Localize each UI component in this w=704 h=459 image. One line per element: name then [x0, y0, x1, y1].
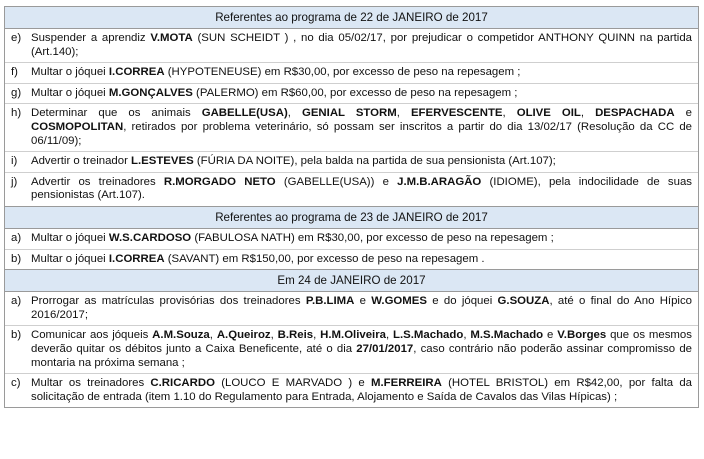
list-item: [5, 250, 698, 270]
item-text: [31, 32, 692, 59]
bold-name: V.MOTA: [150, 32, 193, 44]
section-items: [5, 29, 699, 207]
bold-name: W.S.CARDOSO: [108, 231, 192, 244]
rulings-table: [4, 6, 699, 408]
list-item: [5, 173, 698, 206]
text-segment: Prorrogar as matrículas provisórias dos treinadores: [31, 295, 306, 308]
bold-name: J.M.B.ARAGÃO: [397, 175, 482, 188]
text-segment: ,: [313, 329, 321, 342]
text-segment: ,: [287, 107, 302, 120]
section-title: Em 24 de JANEIRO de 2017: [5, 270, 699, 292]
text-segment: (LOUCO E MARVADO ) e: [214, 377, 371, 390]
list-item: [5, 229, 698, 250]
item-marker: a): [11, 231, 22, 244]
bold-name: C.RICARDO: [150, 377, 215, 390]
bold-name: M.S.Machado: [470, 329, 544, 342]
section-title: Referentes ao programa de 23 de JANEIRO de 2017: [5, 206, 699, 228]
bold-name: M.FERREIRA: [371, 377, 442, 390]
bold-name: I.CORREA: [108, 252, 165, 265]
text-segment: ,: [386, 329, 394, 342]
list-item: [5, 152, 698, 173]
item-marker: e): [11, 32, 22, 44]
item-text: [31, 377, 692, 404]
section-header-row: [5, 206, 699, 228]
section-header-row: [5, 270, 699, 292]
text-segment: (HYPOTENEUSE) em R$30,00, por excesso de peso na repesagem ;: [164, 66, 521, 79]
text-segment: Comunicar aos jóqueis: [31, 329, 153, 342]
text-segment: Determinar que os animais: [31, 107, 202, 120]
text-segment: (GABELLE(USA)) e: [275, 175, 398, 188]
bold-name: GABELLE(USA): [201, 107, 288, 120]
text-segment: e: [674, 107, 692, 120]
item-text: [31, 176, 692, 203]
text-segment: Suspender a aprendiz: [31, 32, 151, 44]
text-segment: , caso contrário não poderão assinar compromisso de montaria na próxima semana ;: [31, 342, 692, 369]
item-text: [31, 329, 692, 370]
section-items: [5, 292, 699, 408]
item-marker: h): [11, 107, 22, 120]
text-segment: que os mesmos deverão quitar os débitos junto a Caixa Beneficente, até o dia: [31, 329, 692, 355]
item-text: [31, 66, 692, 80]
item-marker: c): [11, 377, 21, 390]
text-segment: e: [543, 329, 558, 342]
text-segment: Multar o jóquei: [31, 231, 109, 244]
list-item: [5, 374, 698, 407]
bold-name: L.S.Machado: [393, 329, 464, 342]
bold-name: 27/01/2017: [356, 342, 414, 355]
text-segment: Advertir os treinadores: [31, 175, 164, 188]
text-segment: ,: [580, 107, 596, 120]
text-segment: (PALERMO) em R$60,00, por excesso de peso na repesagem ;: [192, 86, 518, 99]
list-item: [5, 326, 698, 374]
bold-name: A.M.Souza: [152, 329, 210, 342]
bold-name: A.Queiroz: [216, 329, 271, 342]
bold-name: I.CORREA: [108, 66, 165, 79]
section-items: [5, 228, 699, 269]
list-item: [5, 84, 698, 105]
item-marker: f): [11, 66, 18, 79]
item-marker: a): [11, 295, 22, 308]
list-item: [5, 29, 698, 63]
text-segment: Multar o jóquei: [31, 252, 109, 265]
item-text: [31, 87, 692, 101]
section-title: Referentes ao programa de 22 de JANEIRO de 2017: [5, 7, 699, 29]
item-marker: b): [11, 252, 22, 265]
bold-name: DESPACHADA: [595, 107, 675, 120]
bold-name: EFERVESCENTE: [410, 107, 503, 120]
item-text: [31, 253, 692, 267]
section-header-row: [5, 7, 699, 29]
text-segment: ,: [463, 329, 471, 342]
text-segment: (FÚRIA DA NOITE), pela balda na partida de sua pensionista (Art.107);: [193, 155, 556, 168]
item-marker: b): [11, 329, 22, 342]
bold-name: R.MORGADO NETO: [163, 175, 276, 188]
item-marker: g): [11, 86, 22, 99]
bold-name: W.GOMES: [371, 295, 427, 308]
text-segment: e: [354, 295, 372, 308]
text-segment: (SAVANT) em R$150,00, por excesso de peso na repesagem .: [164, 252, 485, 265]
section-body-row: [5, 228, 699, 269]
bold-name: GENIAL STORM: [301, 107, 397, 120]
item-marker: j): [11, 175, 18, 188]
text-segment: (FABULOSA NATH) em R$30,00, por excesso de peso na repesagem ;: [191, 231, 554, 244]
text-segment: (HOTEL BRISTOL) em R$42,00, por falta da solicitação de entrada (item 1.10 do Regulamento para Entrada, Alojamento e Saída de Cavalos das Vilas Hípicas) ;: [31, 377, 692, 403]
text-segment: Multar o jóquei: [31, 86, 109, 99]
section-body-row: [5, 292, 699, 408]
bold-name: B.Reis: [277, 329, 314, 342]
bold-name: L.ESTEVES: [131, 155, 194, 168]
bold-name: G.SOUZA: [497, 295, 550, 308]
section-body-row: [5, 29, 699, 207]
text-segment: Advertir o treinador: [31, 155, 132, 168]
item-text: [31, 232, 692, 246]
text-segment: ,: [396, 107, 411, 120]
text-segment: (SUN SCHEIDT ) , no dia 05/02/17, por prejudicar o competidor ANTHONY QUINN na partida (Art.140);: [31, 32, 692, 58]
text-segment: ,: [270, 329, 278, 342]
item-text: [31, 155, 692, 169]
text-segment: , retirados por problema veterinário, só possam ser inscritos a partir do dia 13/02/17 (Resolução da CC de 06/11/09);: [31, 120, 692, 147]
item-marker: i): [11, 155, 18, 168]
text-segment: Multar o jóquei: [31, 66, 109, 79]
bold-name: M.GONÇALVES: [108, 86, 193, 99]
bold-name: OLIVE OIL: [516, 107, 581, 120]
item-text: [31, 295, 692, 322]
text-segment: (IDIOME), pela indocilidade de suas pensionistas (Art.107).: [31, 175, 692, 202]
list-item: [5, 292, 698, 326]
text-segment: Multar os treinadores: [31, 377, 151, 390]
list-item: [5, 104, 698, 152]
bold-name: H.M.Oliveira: [320, 329, 386, 342]
bold-name: P.B.LIMA: [305, 295, 355, 308]
text-segment: e do jóquei: [426, 295, 498, 308]
item-text: [31, 107, 692, 148]
text-segment: ,: [502, 107, 517, 120]
bold-name: COSMOPOLITAN: [31, 120, 124, 133]
text-segment: , até o final do Ano Hípico 2016/2017;: [31, 295, 692, 321]
bold-name: V.Borges: [557, 329, 607, 342]
list-item: [5, 63, 698, 84]
text-segment: ,: [209, 329, 217, 342]
